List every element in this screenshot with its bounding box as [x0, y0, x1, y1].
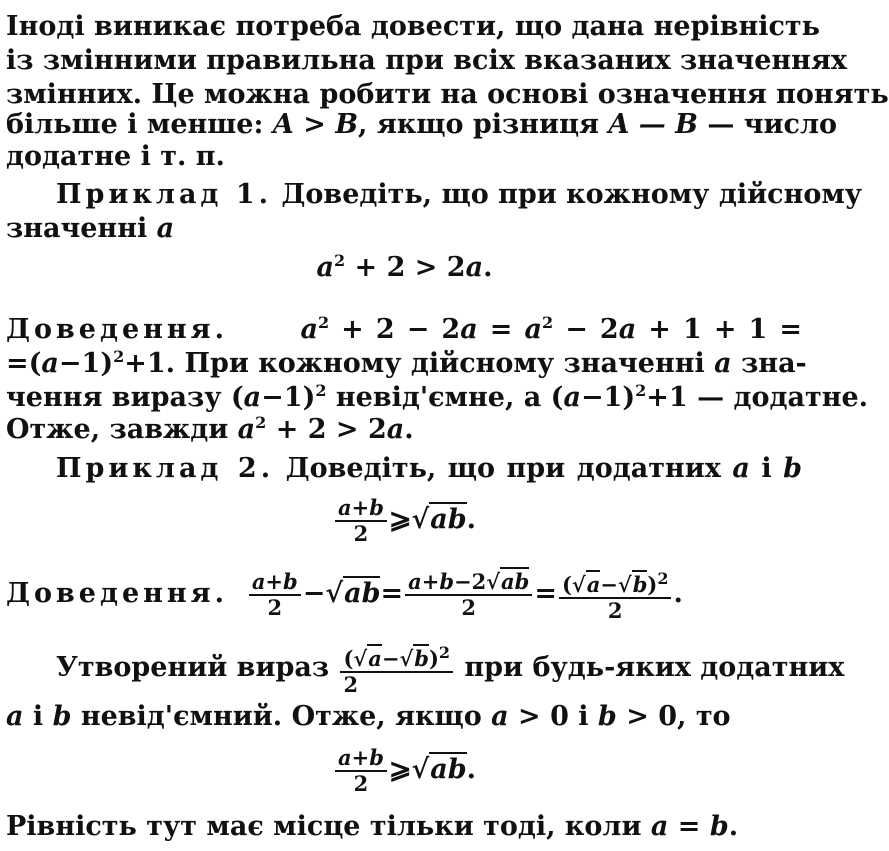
proof-2-result: $\frac{a+b}{2}$ ⩾√ab. [0, 740, 809, 800]
intro-line-1: Іноді виникає потреба довести, що дана нерівність [6, 11, 820, 42]
proof-2-line-formed: Утворений вираз $\frac{(√a-√b)^2}{2}$ при будь-яких додатних [56, 642, 845, 697]
proof-1-conclusion: Отже, завжди $a^2 + 2 > 2a$. [6, 413, 414, 445]
proof-1-line-3: чення виразу $(a-1)^2$ невід'ємне, а $(a-1)^2+1$ — додатне. [6, 381, 869, 413]
example-2-inequality: $\frac{a+b}{2}$ ⩾√ab. [0, 490, 809, 550]
intro-line-5: додатне і т. п. [6, 141, 225, 172]
intro-line-4: більше і менше: A > B, якщо різниця A — B — число [6, 109, 838, 140]
example-2-heading: Приклад 2. Доведіть, що при додатних a і b [56, 453, 802, 484]
proof-1-line-1: Доведення. $a^2 + 2 - 2a = a^2 - 2a + 1 + 1$ = [6, 313, 802, 345]
example-1-heading: Приклад 1. Доведіть, що при кожному дійсному [56, 179, 863, 210]
proof-2-line-nonneg: a і b невід'ємний. Отже, якщо a > 0 і b > 0, то [6, 701, 731, 732]
equality-condition: Рівність тут має місце тільки тоді, коли a = b. [6, 811, 739, 842]
intro-line-2: із змінними правильна при всіх вказаних значеннях [6, 45, 847, 76]
example-1-inequality: $a^2 + 2 > 2a$. [316, 251, 493, 283]
intro-line-3: змінних. Це можна робити на основі означення понять [6, 79, 889, 110]
proof-1-line-2: $=(a-1)^2+1$. При кожному дійсному значенні a зна- [6, 347, 807, 379]
example-1-line-2: значенні a [6, 213, 175, 244]
proof-2-equation: Доведення. $\frac{a+b}{2}$ −√ab= $\frac{a+b-2√ab}{2}$ = $\frac{(√a-√b)^2}{2}$ . [6, 568, 683, 623]
